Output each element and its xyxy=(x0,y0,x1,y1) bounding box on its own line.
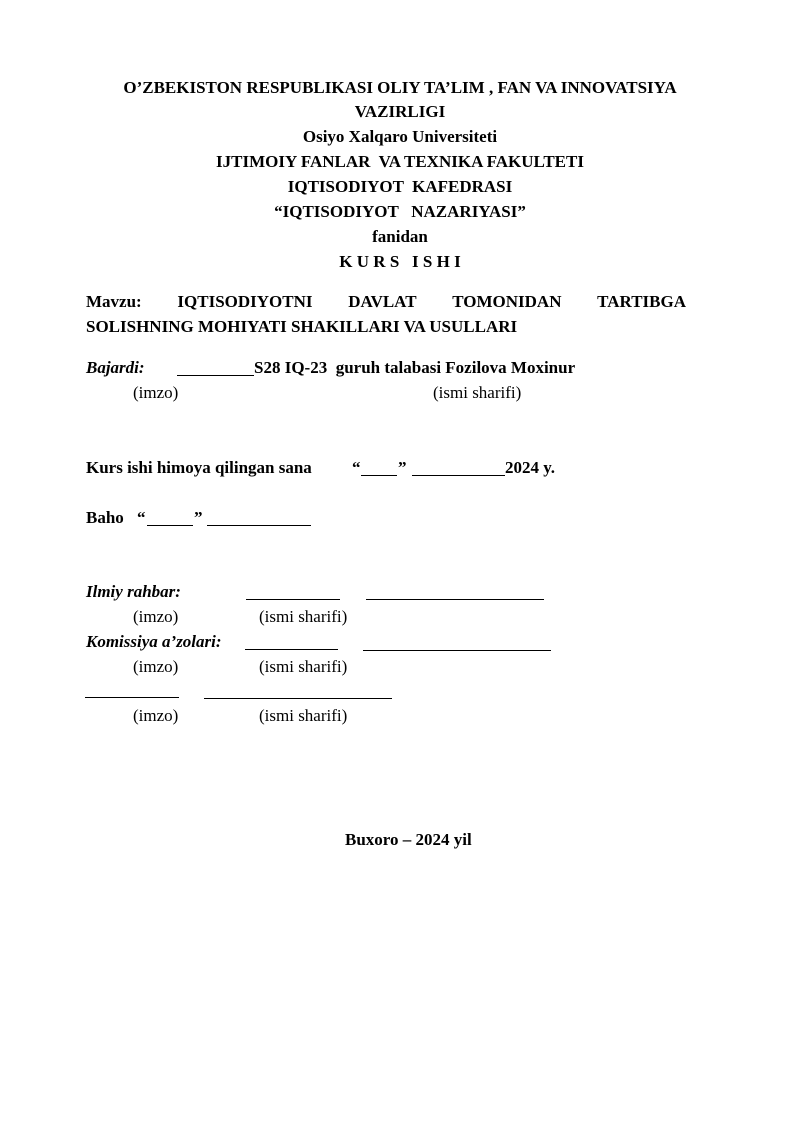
topic-word: Mavzu: xyxy=(86,292,142,311)
topic-word: TOMONIDAN xyxy=(452,292,562,311)
supervisor-name-caption: (ismi sharifi) xyxy=(259,607,348,626)
defense-year: 2024 y. xyxy=(505,458,556,477)
grade-word-line xyxy=(207,525,311,526)
commission-signature-line-2 xyxy=(85,697,179,698)
grade-close-quote: ” xyxy=(194,508,203,527)
topic-word: TARTIBGA xyxy=(597,292,686,311)
commission-imzo-caption-2: (imzo) xyxy=(133,706,179,725)
fanidan-label: fanidan xyxy=(372,227,428,246)
performer-name-caption: (ismi sharifi) xyxy=(433,383,522,402)
supervisor-signature-line xyxy=(246,599,340,600)
commission-label: Komissiya a’zolari: xyxy=(86,632,222,651)
commission-name-caption: (ismi sharifi) xyxy=(259,657,348,676)
grade-value-line xyxy=(147,525,193,526)
defense-month-line xyxy=(412,475,505,476)
topic-line1 xyxy=(86,290,686,314)
faculty-name: IJTIMOIY FANLAR VA TEXNIKA FAKULTETI xyxy=(216,152,584,171)
grade-open-quote: “ xyxy=(137,508,146,527)
defense-open-quote: “ xyxy=(352,458,361,477)
topic-word: DAVLAT xyxy=(348,292,417,311)
supervisor-label: Ilmiy rahbar: xyxy=(86,582,181,601)
university-name: Osiyo Xalqaro Universiteti xyxy=(302,127,498,146)
supervisor-name-line xyxy=(366,599,544,600)
performer-signature-line xyxy=(177,375,254,376)
commission-imzo-caption: (imzo) xyxy=(133,657,179,676)
performer-label: Bajardi: xyxy=(86,358,145,377)
commission-name-caption-2: (ismi sharifi) xyxy=(259,706,348,725)
defense-day-line xyxy=(361,475,397,476)
defense-date-label: Kurs ishi himoya qilingan sana xyxy=(86,458,312,477)
commission-signature-line xyxy=(245,649,338,650)
performer-imzo-caption: (imzo) xyxy=(133,383,179,402)
performer-info: S28 IQ-23 guruh talabasi Fozilova Moxinur xyxy=(254,358,576,377)
supervisor-imzo-caption: (imzo) xyxy=(133,607,179,626)
commission-name-line-2 xyxy=(204,698,392,699)
grade-label: Baho xyxy=(86,508,124,527)
ministry-title-line1: O’ZBEKISTON RESPUBLIKASI OLIY TA’LIM , FAN VA INNOVATSIYA xyxy=(123,78,677,97)
city-year: Buxoro – 2024 yil xyxy=(345,830,472,849)
commission-name-line xyxy=(363,650,551,651)
department-name: IQTISODIYOT KAFEDRASI xyxy=(287,177,513,196)
ministry-title-line2: VAZIRLIGI xyxy=(354,102,446,121)
topic-line2: SOLISHNING MOHIYATI SHAKILLARI VA USULLARI xyxy=(86,317,518,336)
topic-word: IQTISODIYOTNI xyxy=(177,292,313,311)
defense-close-quote: ” xyxy=(398,458,407,477)
work-type-title: K U R S I S H I xyxy=(339,252,461,271)
subject-name: “IQTISODIYOT NAZARIYASI” xyxy=(274,202,526,221)
